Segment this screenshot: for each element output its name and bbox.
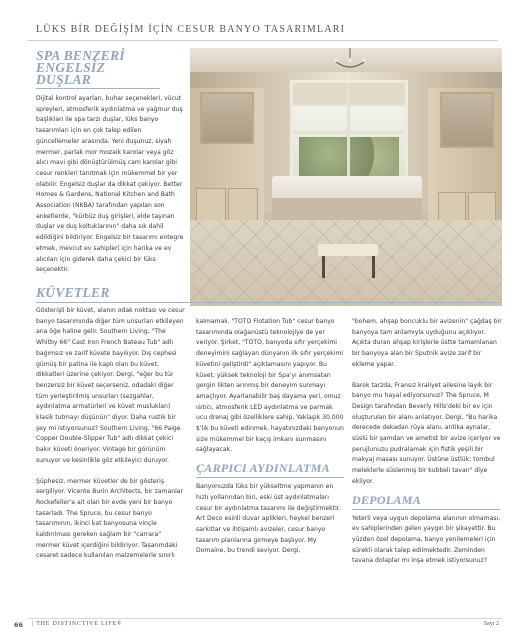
spa-heading	[36, 50, 186, 86]
spa-paragraph: Dijital kontrol ayarları, buhar seçenekleri, vücut spreyleri, atmosferik aydınlatma ve yağmur duş başlıkları ile spa tarzı duşlar, lüks banyo tasarımları için en çok talep edilen güncellemeler arasında. Yeni duşunuz, siyah mermer, parlak mor mozaik karolar veya göz alıcı mavi gibi dönüştürülmüş cam karolar gibi cesur renkleri tanıtmak için mükemmel bir yer olabilir. Engelsiz duşlar da dikkat çekiyor. Better Homes & Gardens, National Kitchen and Bath Association (NKBA) tarafından yapılan son anketlerde, "kürbüz duş girişleri, elde taşınan duşlar ve duş koltuklarının" daha sık dahil edildiğini bildiriyor. Engelsiz bir tasarımı entegre etmek, mevcut ev sahipleri için harika ve ev alıcıları için giderek daha çekici bir lüks seçenektir.	[36, 95, 184, 274]
page-number: 66	[14, 621, 24, 629]
depolama-paragraph: Yeterli veya uygun depolama alanının olmaması, ev sahiplerinden gelen yaygın bir şikayettir. Bu yüzden özel depolama, banyo yenilemeleri için sürekli olarak talep edilmektedir. Zeminden tavana dolaplar mı inşa etmek istiyorsunuz?	[352, 514, 501, 565]
chandelier-illustration	[330, 48, 370, 74]
aydinlatma-heading-block	[196, 462, 344, 478]
kuvetler-paragraph-2: Şüphesiz, mermer küvetler de bir gösteriş sergiliyor. Vicente Burin Architects, bir zamanlar Rockefeller'a ait olan bir evde yeni bir banyo tasarladı. The Spruce, bu cesur banyo tasarımının, ikinci kat banyosuna vinçle kaldırılması gereken sağlam bir "carrara" mermer küvet içerdiğini bildiriyor. Tasarımdaki cesaret sadece kullanılan malzemelerle sınırlı	[36, 477, 184, 560]
depolama-heading-rule	[352, 509, 500, 510]
aydinlatma-heading-rule	[196, 477, 344, 478]
column-2	[196, 317, 344, 557]
spa-section	[36, 50, 186, 276]
right-mirror	[440, 92, 494, 148]
footer-divider	[28, 618, 502, 619]
tiled-floor	[190, 220, 502, 306]
depolama-heading: DEPOLAMA	[352, 492, 422, 507]
aydinlatma-heading: ÇARPICI AYDINLATMA	[196, 461, 330, 476]
running-header: LÜKS BİR DEĞİŞİM İÇİN CESUR BANYO TASARIMLARI	[36, 24, 346, 35]
issue-label: Sayı 2	[483, 621, 499, 627]
kuvetler-section	[36, 286, 186, 303]
spa-heading-line1: SPA BENZERİ ENGELSİZ	[36, 48, 125, 75]
kuvetler-paragraph-3: kalmamalı. "TOTO Flotation Tub" cesur banyo tasarımında olağanüstü teknolojiye de yer veriyor. Şirket, "TOTO, banyoda sıfır yerçekimi deneyimini sağlayan dünyanın ilk sıfır yerçekimi küvetini geliştirdi" açıklamasını yapıyor. Bu küvet, yüksek teknoloji bir Spa'yı anımsatan gergin likten arınmış bir deneyim sunmayı amaçlıyor. Ayarlanabilir baş dayama yeri, omuz ısıtıcı, atmosferik LED aydınlatma ve parmak ucu drenaj gibi özelliklere sahip. Yaklaşık 30.000 $'lık bu küveti edinmek, hayatınızdaki banyonun size mükemmel bir kaçış imkanı sunmasını sağlayacak.	[196, 318, 344, 454]
bench	[318, 244, 378, 256]
aydinlatma-paragraph: Banyonuzda lüks bir yükseltme yapmanın en hızlı yollarından biri, eski üst aydınlatmaları cesur bir aydınlatma tasarımı ile değiştirmektir. Art Deco esinli duvar aplikleri, heykel benzeri sarkıtlar ve ihtişamlı avizeler, cesur banyo tasarım planlarına girmeye başlıyor. My Domaine, bu trendi seviyor. Dergi,	[196, 483, 341, 555]
column-3	[352, 317, 502, 567]
depolama-heading-block	[352, 494, 502, 510]
kuvetler-heading-rule	[36, 302, 501, 303]
header-divider	[28, 40, 498, 41]
kuvetler-heading: KÜVETLER	[36, 285, 110, 300]
column-1	[36, 306, 186, 562]
kuvetler-paragraph-1: Gösterişli bir küvet, alanın odak noktası ve cesur banyo tasarımında diğer tüm unsurları etkileyen ana öğe haline gelir. Southern Living, "The Whitby 66" Cast Iron French Bateau Tub" adlı bağımsız ve zarif küvete bayılıyor. Dış cephesi gümüş bir patina ile kaplı olan bu küvet, dikkatleri üzerine çekiyor. Dergi, "eğer bu tür benzersiz bir küvet seçerseniz, odadaki diğer tüm yerleştirilmiş unsurları (sezgahlar, aydınlatma armatürleri ve küvet musluklan) klasik tutmayı düşünün" diyor. Daha rustik bir şey mi istiyorsunuz? Southern Living, "66 Paige Copper Double-Slipper Tub" adlı dikkat çekici bakır küveti öneriyor. Vintage bir görünüm sunuyor ve kesinlikle göz etkileyici duruyor.	[36, 307, 185, 464]
magazine-name: | THE DISTINCTIVE LIFE®	[32, 621, 123, 627]
spa-heading-rule	[36, 88, 160, 89]
window	[290, 80, 408, 184]
aydinlatma-paragraph-3: Barok tarzda, Fransız kraliyet ailesine layık bir banyo mu hayal ediyorsunuz? The Spruce, M Design tarafından Beverly Hills'deki bir ev için oluşturulan bir alanı anlatıyor. Dergi, "Bu harika derecede dekadan rüya alanı, antika aynalar, süslü bir şamdan ve ametist bir avize içeriyor ve perujlunuzu pudralamak için fistik yeşili bir makyaj masası sunuyor. Üstüne üstlük; tombul meleklerle süslenmiş bir kubbeli tavan" diye ekliyor.	[352, 381, 501, 485]
spa-heading-line2: DUŞLAR	[36, 72, 92, 87]
left-mirror	[200, 92, 254, 144]
aydinlatma-paragraph-2: "bohem, ahşap boncuklu bir avizenin" çağdaş bir banyoya tam anlamıyla uyduğunu açıklıyor. Açıkta duran ahşap kirişlerle üstte tamamlanan bir banyoya alan bir Sputnik avize zarif bir ekleme yapar.	[352, 318, 502, 368]
bathroom-photo	[190, 48, 502, 306]
